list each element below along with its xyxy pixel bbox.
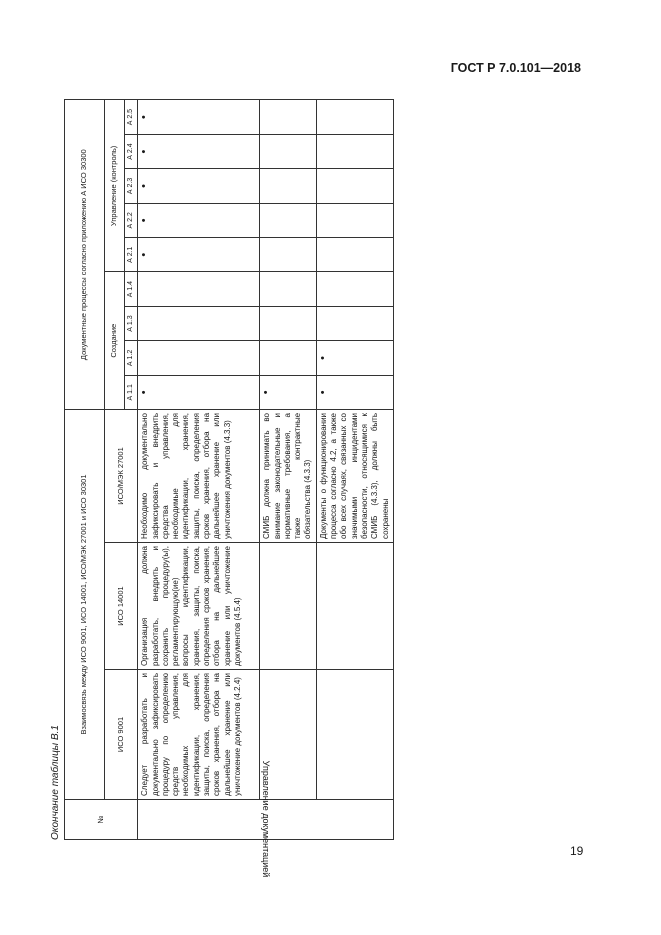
section-label-cell	[138, 761, 394, 878]
mark-a24	[260, 134, 316, 168]
code-a21: А 2.1	[125, 238, 138, 272]
iso9001-text: Следует разработать и документально зафиксировать процедуру по определению средств управления, необходимых для идентификации, хранения, защиты, поиска, определения сроков хранения, отбора на дальнейшее хранение или уничтожение документов (4.2.4)	[138, 670, 260, 800]
table-row	[316, 100, 393, 840]
mark-a25	[260, 100, 316, 135]
iso14001-text	[260, 543, 316, 670]
mark-a12	[138, 341, 260, 375]
mark-a23: •	[138, 169, 260, 203]
correspondence-table	[64, 99, 394, 878]
mark-a25	[316, 100, 393, 135]
iso9001-text	[316, 670, 393, 800]
standard-designation: ГОСТ Р 7.0.101—2018	[450, 61, 581, 75]
mark-a12: •	[316, 341, 393, 375]
mark-a14	[138, 272, 260, 306]
header-iso14001: ИСО 14001	[105, 543, 138, 670]
mark-a21	[260, 238, 316, 272]
mark-a23	[260, 169, 316, 203]
mark-a25: •	[138, 100, 260, 135]
mark-a22	[260, 203, 316, 237]
iso27001-text: СМИБ должна принимать во внимание законодательные и нормативные требования, а также контрактные обязательства (4.3.3)	[260, 409, 316, 542]
mark-a24: •	[138, 134, 260, 168]
mark-a21: •	[138, 238, 260, 272]
iso14001-text	[316, 543, 393, 670]
header-processes: Документные процессы согласно приложению А ИСО 30300	[65, 100, 105, 410]
mark-a13	[260, 306, 316, 340]
mark-a11: •	[260, 375, 316, 409]
mark-a14	[260, 272, 316, 306]
header-iso27001: ИСО/МЭК 27001	[105, 409, 138, 542]
iso14001-text: Организация должна разработать, внедрить и сохранить процедуру(ы), регламентирующую(ие) вопросы идентификации, хранения, защиты, поиска, определения сроков хранения, отбора на дальнейшее хранение или уничтожение документов (4.5.4)	[138, 543, 260, 670]
section-label: Управление документацией	[260, 761, 271, 878]
code-a25: А 2.5	[125, 100, 138, 135]
mark-a11: •	[316, 375, 393, 409]
table-row	[260, 100, 316, 840]
code-a22: А 2.2	[125, 203, 138, 237]
code-a23: А 2.3	[125, 169, 138, 203]
code-a14: А 1.4	[125, 272, 138, 306]
iso27001-text: Необходимо документально зафиксировать и внедрить средства управления, необходимые для идентификации, хранения, защиты, поиска, определения сроков хранения, отбора на дальнейшее хранение или уничтожения документов (4.3.3)	[138, 409, 260, 542]
mark-a21	[316, 238, 393, 272]
mark-a23	[316, 169, 393, 203]
mark-a11: •	[138, 375, 260, 409]
table-row	[138, 100, 260, 840]
iso27001-text: Документы о функционировании процесса согласно 4.2, а также обо всех случаях, связанных со значимыми инцидентами безопасности, относящимися к СМИБ (4.3.3), должны быть сохранены	[316, 409, 393, 542]
header-number: №	[65, 800, 138, 840]
mark-a13	[316, 306, 393, 340]
mark-a22	[316, 203, 393, 237]
mark-a22: •	[138, 203, 260, 237]
table-caption: Окончание таблицы В.1	[50, 725, 61, 840]
header-iso9001: ИСО 9001	[105, 670, 138, 800]
code-a11: А 1.1	[125, 375, 138, 409]
code-a13: А 1.3	[125, 306, 138, 340]
header-control: Управление (контроль)	[105, 100, 125, 272]
header-relation: Взаимосвязь между ИСО 9001, ИСО 14001, ИСО/МЭК 27001 и ИСО 30301	[65, 409, 105, 799]
code-a12: А 1.2	[125, 341, 138, 375]
mark-a13	[138, 306, 260, 340]
page-number: 19	[570, 844, 584, 858]
rotated-table-area	[50, 100, 390, 878]
code-a24: А 2.4	[125, 134, 138, 168]
header-creation: Создание	[105, 272, 125, 410]
mark-a12	[260, 341, 316, 375]
mark-a24	[316, 134, 393, 168]
mark-a14	[316, 272, 393, 306]
